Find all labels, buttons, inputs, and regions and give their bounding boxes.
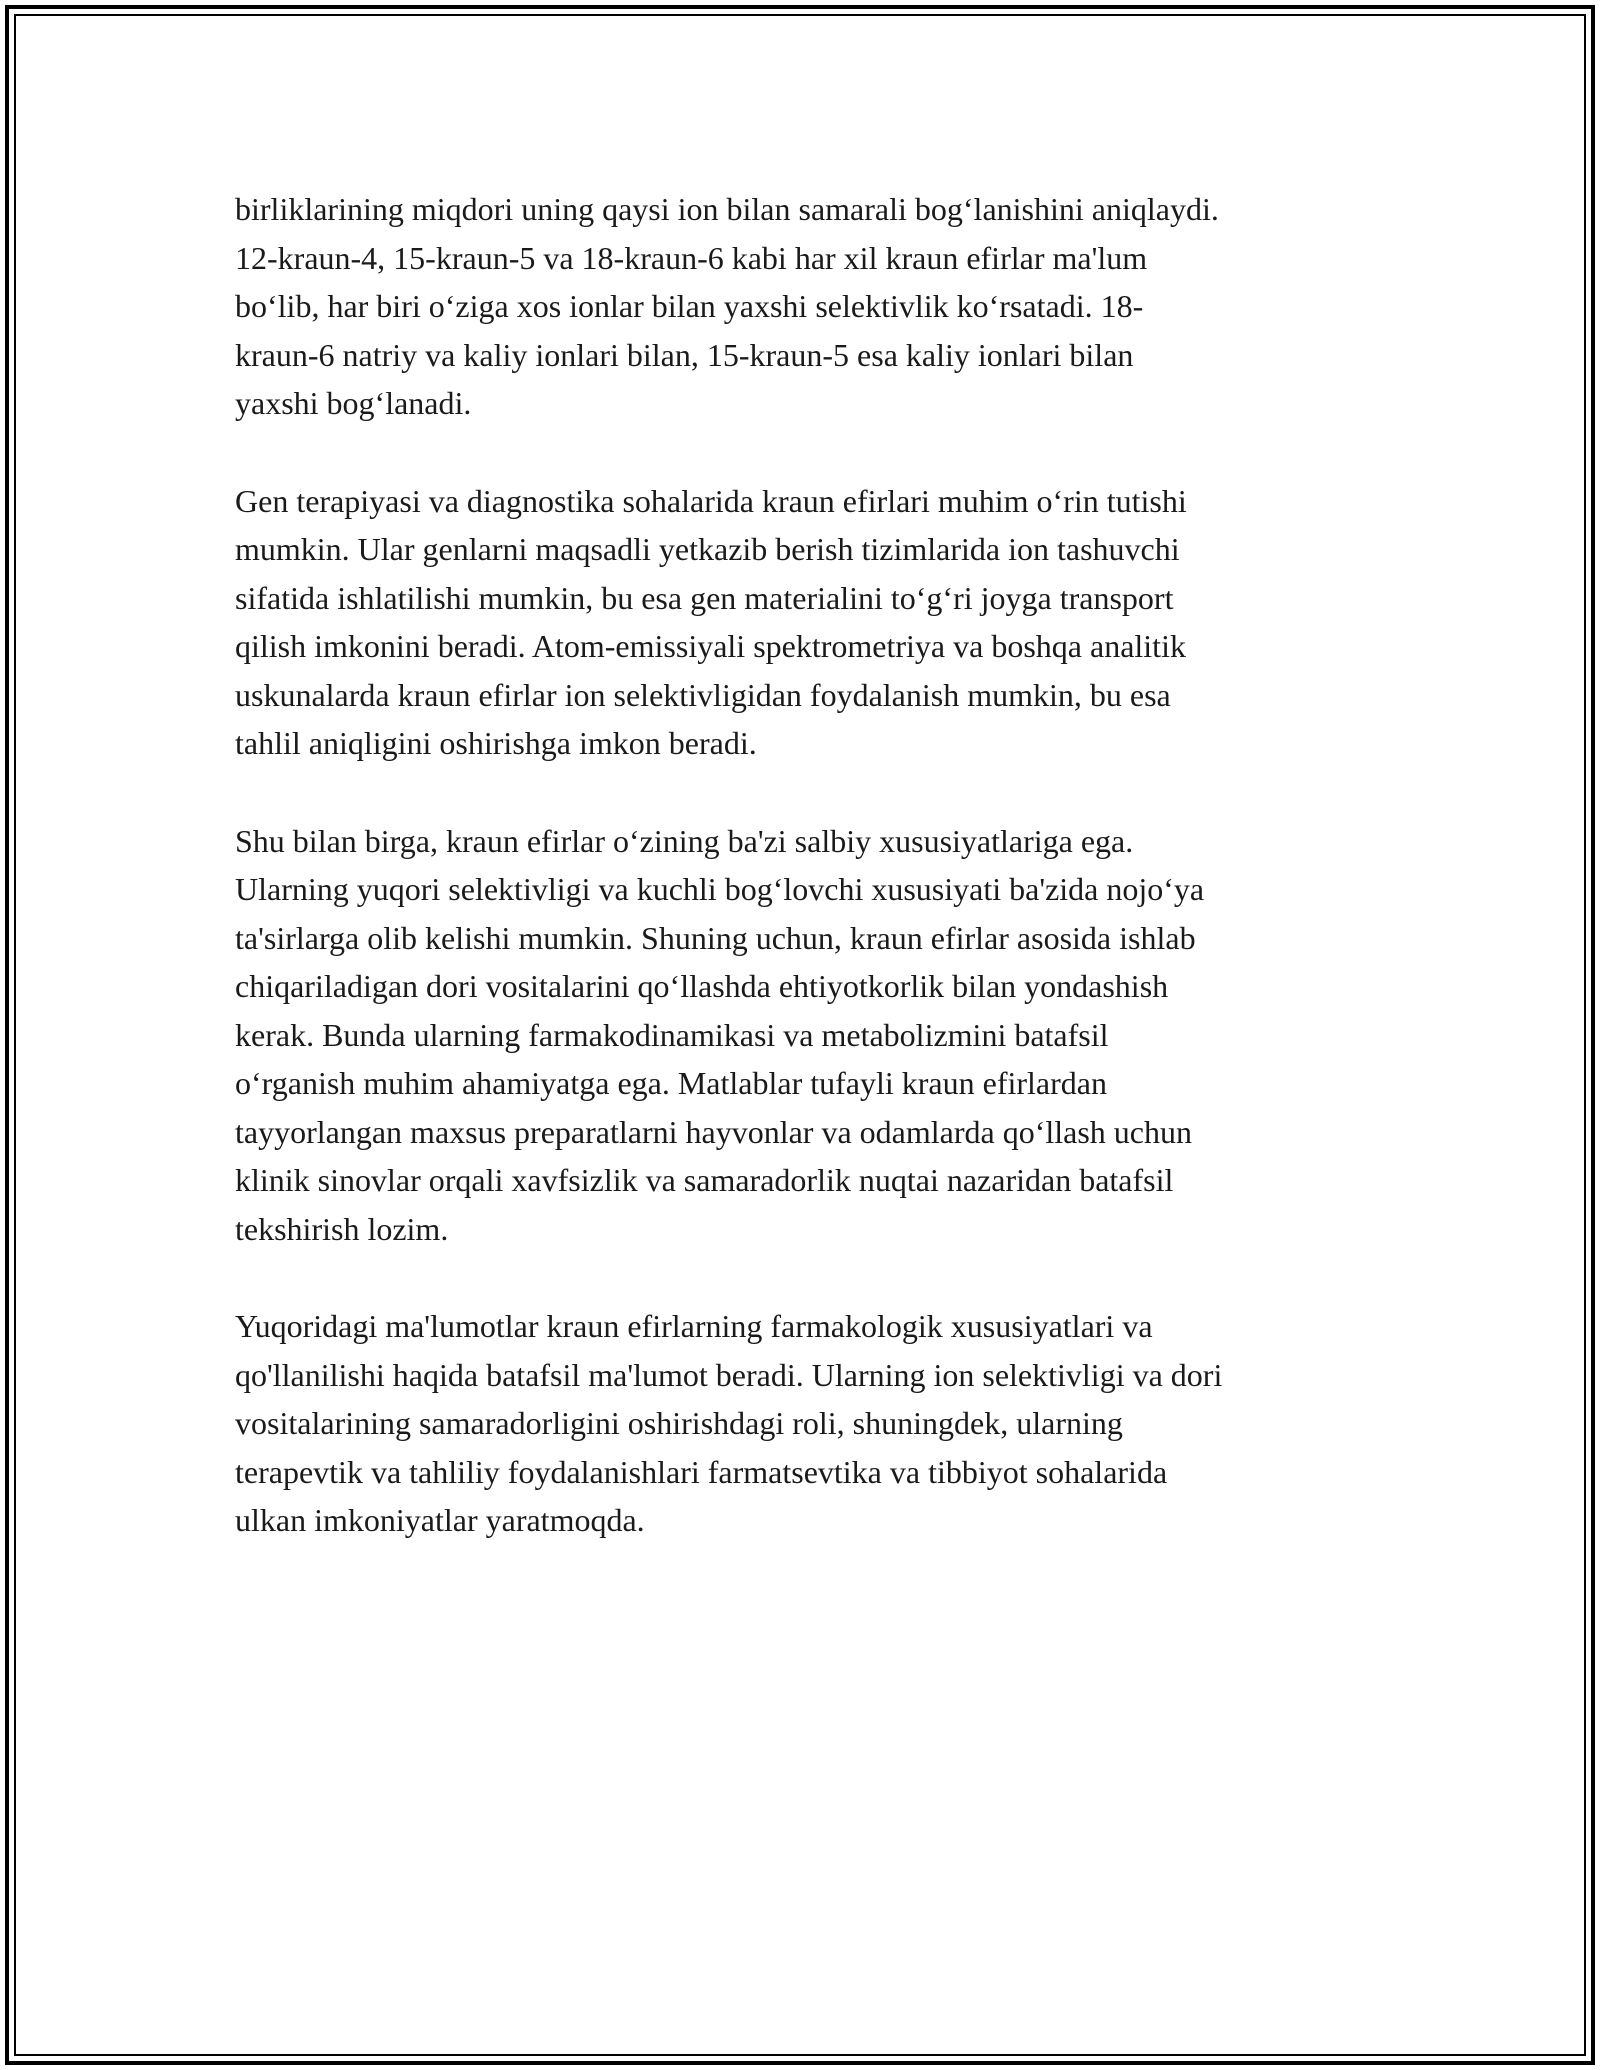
text-line: birliklarining miqdori uning qaysi ion bilan samarali bog‘lanishini aniqlaydi.: [235, 191, 1219, 227]
paragraph-2: [235, 477, 1410, 768]
paragraph-4: [235, 1302, 1410, 1545]
text-line: kerak. Bunda ularning farmakodinamikasi va metabolizmini batafsil: [235, 1016, 1109, 1053]
text-line: Gen terapiyasi va diagnostika sohalarida kraun efirlari muhim o‘rin tutishi: [235, 482, 1187, 519]
text-line: tayyorlangan maxsus preparatlarni hayvonlar va odamlarda qo‘llash uchun: [235, 1113, 1192, 1150]
text-line: bo‘lib, har biri o‘ziga xos ionlar bilan yaxshi selektivlik ko‘rsatadi. 18-: [235, 288, 1144, 324]
paragraph-3: [235, 817, 1410, 1254]
text-line: tekshirish lozim.: [235, 1210, 449, 1247]
text-line: qo'llanilishi haqida batafsil ma'lumot beradi. Ularning ion selektivligi va dori: [235, 1356, 1223, 1393]
text-line: chiqariladigan dori vositalarini qo‘llashda ehtiyotkorlik bilan yondashish: [235, 968, 1169, 1004]
text-line: Shu bilan birga, kraun efirlar o‘zining ba'zi salbiy xususiyatlariga ega.: [235, 822, 1134, 859]
paragraph-1: [235, 185, 1410, 428]
text-line: uskunalarda kraun efirlar ion selektivligidan foydalanish mumkin, bu esa: [235, 676, 1171, 713]
text-line: Ularning yuqori selektivligi va kuchli bog‘lovchi xususiyati ba'zida nojo‘ya: [235, 871, 1205, 907]
text-line: qilish imkonini beradi. Atom-emissiyali spektrometriya va boshqa analitik: [235, 628, 1186, 664]
text-line: sifatida ishlatilishi mumkin, bu esa gen materialini to‘g‘ri joyga transport: [235, 579, 1174, 616]
text-line: 12-kraun-4, 15-kraun-5 va 18-kraun-6 kabi har xil kraun efirlar ma'lum: [235, 239, 1148, 276]
text-line: terapevtik va tahliliy foydalanishlari farmatsevtika va tibbiyot sohalarida: [235, 1453, 1168, 1490]
text-line: kraun-6 natriy va kaliy ionlari bilan, 15-kraun-5 esa kaliy ionlari bilan: [235, 336, 1134, 373]
text-line: vositalarining samaradorligini oshirishdagi roli, shuningdek, ularning: [235, 1405, 1123, 1441]
text-line: klinik sinovlar orqali xavfsizlik va samaradorlik nuqtai nazaridan batafsil: [235, 1162, 1174, 1198]
text-line: ulkan imkoniyatlar yaratmoqda.: [235, 1502, 645, 1538]
document-body: [235, 185, 1410, 1594]
text-line: o‘rganish muhim ahamiyatga ega. Matlablar tufayli kraun efirlardan: [235, 1065, 1107, 1101]
text-line: mumkin. Ular genlarni maqsadli yetkazib berish tizimlarida ion tashuvchi: [235, 531, 1180, 567]
text-line: tahlil aniqligini oshirishga imkon beradi.: [235, 725, 757, 761]
text-line: Yuqoridagi ma'lumotlar kraun efirlarning farmakologik xususiyatlari va: [235, 1308, 1153, 1344]
text-line: ta'sirlarga olib kelishi mumkin. Shuning uchun, kraun efirlar asosida ishlab: [235, 919, 1196, 956]
text-line: yaxshi bog‘lanadi.: [235, 385, 472, 421]
